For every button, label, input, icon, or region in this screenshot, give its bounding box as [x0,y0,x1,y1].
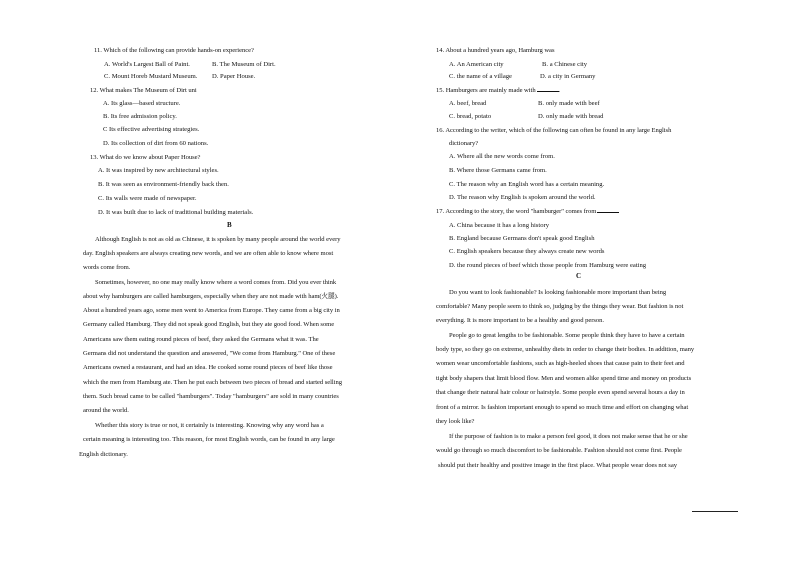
passage-c-p3-line-1: If the purpose of fashion is to make a person feel good, it does not make sense that he or she [449,433,688,440]
passage-c-p2-line-2: body type, so they go on extreme, unhealthy diets in order to change their bodies. In addition, many [436,346,695,353]
question-11-stem: 11. Which of the following can provide hands-on experience? [94,47,254,54]
question-15-option-a: A. beef, bread [449,100,487,107]
question-11-option-b: B. The Museum of Dirt. [212,61,276,68]
question-17-option-b: B. England because Germans don't speak good English [449,235,595,242]
passage-b-p2-line-10: around the world. [83,407,129,414]
question-11-option-a: A. World's Largest Ball of Paint. [104,61,190,68]
question-11-option-d: D. Paper House. [212,73,256,80]
passage-b-p1-line-1: Although English is not as old as Chinese, it is spoken by many people around the world every [95,236,341,243]
question-16-option-c: C. The reason why an English word has a certain meaning. [449,181,605,188]
passage-c-p2-line-6: front of a mirror. Is fashion important enough to spend so much time and effort on changing what [436,404,689,411]
question-12-option-d: D. Its collection of dirt from 60 nations. [103,140,209,147]
passage-b-p2-line-8: which the men from Hamburg ate. Then he put each between two pieces of bread and started selling [83,379,342,386]
question-16-option-a: A. Where all the new words come from. [449,153,555,160]
answer-blank [597,212,619,213]
question-16-option-d: D. The reason why English is spoken around the world. [449,194,596,201]
question-13-stem: 13. What do we know about Paper House? [90,154,201,161]
answer-blank [537,91,559,92]
question-16-option-b: B. Where those Germans came from. [449,167,547,174]
passage-b-p2-line-7: Americans owned a restaurant, and had an idea. He cooked some round pieces of beef like those [83,364,333,371]
passage-b-p2-line-2: about why hamburgers are called hamburgers, especially when they are not made with ham(火腿). [83,293,339,300]
passage-b-p1-line-3: words come from. [83,264,131,271]
question-14-option-b: B. a Chinese city [542,61,588,68]
passage-c-p2-line-7: they look like? [436,418,475,425]
question-13-option-a: A. It was inspired by new architectural styles. [98,167,219,174]
passage-b-p2-line-5: Americans saw them eating round pieces of beef, they asked the Germans what it was. The [83,336,319,343]
question-13-option-b: B. It was seen as environment-friendly back then. [98,181,229,188]
passage-b-p3-line-2: certain meaning is interesting too. This reason, for most English words, can be found in any large [83,436,335,443]
passage-b-p1-line-2: day. English speakers are always creating new words, and we are often able to know where most [83,250,334,257]
question-13-option-c: C. Its walls were made of newspaper. [98,195,197,202]
question-17-stem [436,207,619,216]
question-14-stem: 14. About a hundred years ago, Hamburg was [436,47,555,54]
question-12-option-a: A. Its glass—based structure. [103,100,181,107]
passage-c-p3-line-3: should put their healthy and positive image in the first place. What people wear does not say [438,462,677,469]
passage-c-p1-line-2: comfortable? Many people seem to think so, judging by the things they wear. But fashion is not [436,303,684,310]
question-17-stem-text: 17. According to the story, the word "hamburger" comes from [436,208,597,215]
question-15-option-d: D. only made with bread [538,113,604,120]
question-15-stem-end: . [558,87,561,94]
question-15-option-b: B. only made with beef [538,100,600,107]
footer-rule [692,511,738,512]
question-12-option-b: B. Its free admission policy. [103,113,177,120]
question-17-option-a: A. China because it has a long history [449,222,549,229]
question-14-option-d: D. a city in Germany [540,73,596,80]
passage-c-p2-line-5: that change their natural hair colour or hairstyle. Some people even spend several hours a day in [436,389,685,396]
passage-b-p3-line-1: Whether this story is true or not, it certainly is interesting. Knowing why any word has a [95,422,324,429]
question-12-stem: 12. What makes The Museum of Dirt uni [90,87,197,94]
passage-b-p2-line-6: Germans did not understand the question and answered, "We come from Hamburg." One of these [83,350,336,357]
question-17-option-c: C. English speakers because they always create new words [449,248,605,255]
passage-b-p2-line-1: Sometimes, however, no one may really know where a word comes from. Did you ever think [95,279,337,286]
passage-c-p3-line-2: would go through so much discomfort to be fashionable. Fashion should not come first. People [436,447,682,454]
question-17-option-d: D. the round pieces of beef which those people from Hamburg were eating [449,262,647,269]
passage-b-p2-line-9: them. Such bread came to be called "hamburgers". Today "hamburgers" are sold in many countries [83,393,339,400]
question-15-stem-text: 15. Hamburgers are mainly made with [436,87,536,94]
passage-c-p2-line-4: tight body shapers that limit blood flow. Men and women alike spend time and money on products [436,375,692,382]
question-16-stem-line-2: dictionary? [449,140,479,147]
question-15-stem [436,86,560,95]
question-15-option-c: C. bread, potato [449,113,492,120]
question-14-option-a: A. An American city [449,61,504,68]
question-12-option-c: C Its effective advertising strategies. [103,126,200,133]
question-16-stem: 16. According to the writer, which of the following can often be found in any large English [436,127,672,134]
passage-c-p2-line-1: People go to great lengths to be fashionable. Some people think they have to have a certain [449,332,685,339]
passage-c-p2-line-3: women wear uncomfortable fashions, such as high-heeled shoes that cause pain to their feet and [436,360,685,367]
question-11-option-c: C. Mount Horeb Mustard Museum. [104,73,198,80]
section-b-heading: B [227,221,232,229]
question-13-option-d: D. It was built due to lack of traditional building materials. [98,209,254,216]
section-c-heading: C [576,272,582,280]
passage-c-p1-line-1: Do you want to look fashionable? Is looking fashionable more important than being [449,289,667,296]
passage-b-p2-line-3: About a hundred years ago, some men went to America from Europe. They came from a big city in [83,307,340,314]
passage-c-p1-line-3: everything. It is more important to be a healthy and good person. [436,317,604,324]
question-14-option-c: C. the name of a village [449,73,512,80]
passage-b-p2-line-4: Germany called Hamburg. They did not speak good English, but they ate good food. When some [83,321,335,328]
passage-b-p3-line-3: English dictionary. [79,451,128,458]
